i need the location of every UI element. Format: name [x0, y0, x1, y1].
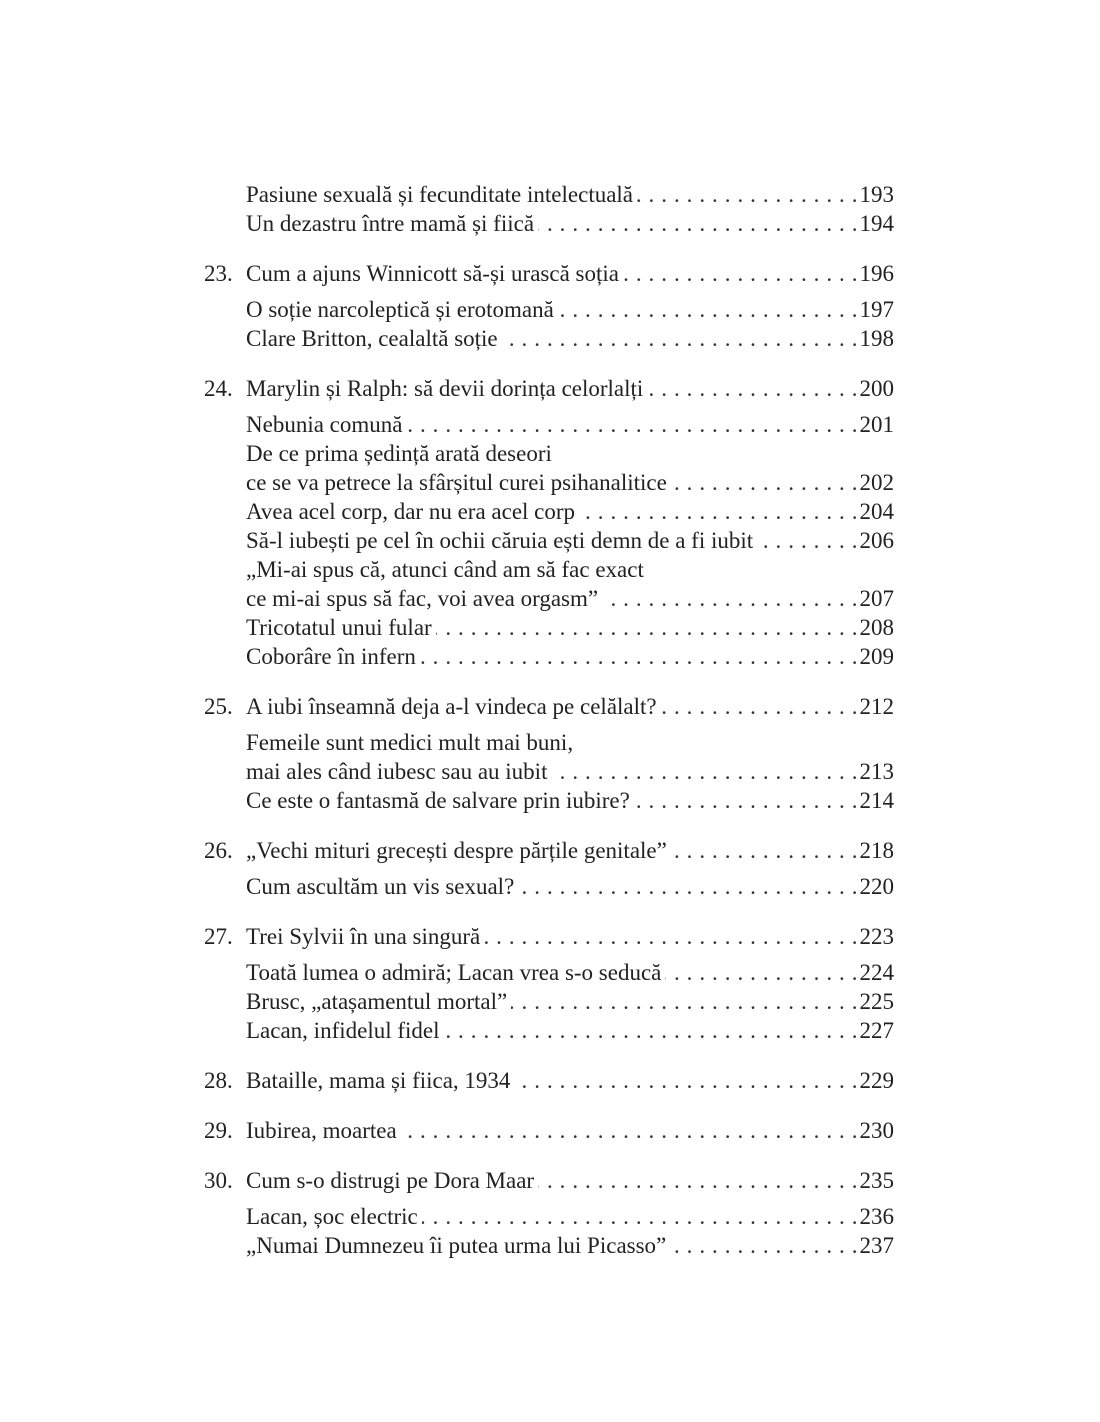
page-number: 206	[859, 528, 894, 553]
entry-title: Cum ascultăm un vis sexual?	[246, 874, 515, 899]
dot-leader	[538, 1166, 857, 1195]
page-number: 236	[859, 1204, 894, 1229]
page-number: 196	[859, 261, 894, 286]
toc-section	[204, 987, 894, 1016]
dot-leader	[623, 259, 858, 288]
page-number: 230	[859, 1118, 894, 1143]
toc-section	[204, 180, 894, 209]
toc-line	[204, 468, 894, 497]
toc-line	[204, 922, 894, 951]
entry-title: ce se va petrece la sfârșitul curei psihanalitice	[246, 470, 667, 495]
page-number: 201	[859, 412, 894, 437]
toc-chapter	[204, 836, 894, 865]
dot-leader	[665, 958, 857, 987]
toc-section	[204, 786, 894, 815]
entry-title: „Vechi mituri grecești despre părțile genitale”	[246, 838, 667, 863]
toc-section	[204, 497, 894, 526]
chapter-number: 27.	[204, 924, 233, 949]
page-number: 237	[859, 1233, 894, 1258]
page-number: 225	[859, 989, 894, 1014]
page-number: 218	[859, 838, 894, 863]
page-number: 224	[859, 960, 894, 985]
entry-title: Lacan, șoc electric	[246, 1204, 418, 1229]
dot-leader	[420, 642, 858, 671]
toc-line	[204, 1016, 894, 1045]
page-number: 204	[859, 499, 894, 524]
entry-title: Coborâre în infern	[246, 644, 416, 669]
entry-title: De ce prima ședință arată deseori	[246, 441, 552, 466]
toc-line	[204, 295, 894, 324]
page-number: 209	[859, 644, 894, 669]
page-number: 202	[859, 470, 894, 495]
page-number: 208	[859, 615, 894, 640]
page-number: 227	[859, 1018, 894, 1043]
toc-chapter	[204, 692, 894, 721]
chapter-number: 23.	[204, 261, 233, 286]
toc-line	[204, 1116, 894, 1145]
dot-leader	[634, 786, 858, 815]
toc-section	[204, 209, 894, 238]
toc-section	[204, 872, 894, 901]
chapter-number: 29.	[204, 1118, 233, 1143]
toc-section	[204, 555, 894, 613]
entry-title: „Numai Dumnezeu îi putea urma lui Picasso”	[246, 1233, 667, 1258]
toc-section	[204, 526, 894, 555]
entry-title: Clare Britton, cealaltă soție	[246, 326, 498, 351]
toc-chapter	[204, 374, 894, 403]
toc-section	[204, 439, 894, 497]
toc-line	[204, 1066, 894, 1095]
entry-title: Lacan, infidelul fidel	[246, 1018, 440, 1043]
dot-leader	[551, 757, 857, 786]
toc-chapter	[204, 1166, 894, 1195]
toc-chapter	[204, 1066, 894, 1095]
page-number: 220	[859, 874, 894, 899]
dot-leader	[661, 692, 858, 721]
page-number: 229	[859, 1068, 894, 1093]
entry-title: Marylin și Ralph: să devii dorința celorlalți	[246, 376, 644, 401]
toc-line	[204, 757, 894, 786]
toc-line	[204, 259, 894, 288]
entry-title: ce mi-ai spus să fac, voi avea orgasm”	[246, 586, 599, 611]
page-number: 193	[859, 182, 894, 207]
toc-line	[204, 374, 894, 403]
toc-line	[204, 497, 894, 526]
entry-title: Brusc, „atașamentul mortal”	[246, 989, 508, 1014]
toc-line	[204, 555, 894, 584]
toc-line	[204, 613, 894, 642]
toc-section	[204, 642, 894, 671]
toc-line	[204, 1166, 894, 1195]
toc-line	[204, 180, 894, 209]
entry-title: Iubirea, moartea	[246, 1118, 397, 1143]
dot-leader	[637, 180, 857, 209]
page-number: 200	[859, 376, 894, 401]
chapter-number: 24.	[204, 376, 233, 401]
toc-line	[204, 642, 894, 671]
toc-section	[204, 324, 894, 353]
dot-leader	[558, 295, 858, 324]
toc-line	[204, 836, 894, 865]
toc-line	[204, 958, 894, 987]
entry-title: Bataille, mama și fiica, 1934	[246, 1068, 511, 1093]
entry-title: Pasiune sexuală și fecunditate intelectuală	[246, 182, 634, 207]
page-number: 223	[859, 924, 894, 949]
dot-leader	[538, 209, 857, 238]
toc-section	[204, 1231, 894, 1260]
entry-title: Toată lumea o admiră; Lacan vrea s-o seducă	[246, 960, 662, 985]
dot-leader	[671, 468, 858, 497]
entry-title: mai ales când iubesc sau au iubit	[246, 759, 548, 784]
chapter-number: 26.	[204, 838, 233, 863]
toc-line	[204, 209, 894, 238]
entry-title: Cum a ajuns Winnicott să-și urască soția	[246, 261, 619, 286]
toc-section	[204, 728, 894, 786]
dot-leader	[401, 1116, 858, 1145]
toc-line	[204, 1231, 894, 1260]
entry-title: Cum s-o distrugi pe Dora Maar	[246, 1168, 535, 1193]
toc-line	[204, 324, 894, 353]
entry-title: Avea acel corp, dar nu era acel corp	[246, 499, 576, 524]
toc-line	[204, 872, 894, 901]
entry-title: Ce este o fantasmă de salvare prin iubire?	[246, 788, 630, 813]
dot-leader	[757, 526, 857, 555]
toc-line	[204, 728, 894, 757]
toc-line	[204, 987, 894, 1016]
page-number: 194	[859, 211, 894, 236]
dot-leader	[444, 1016, 858, 1045]
table-of-contents	[204, 180, 894, 1260]
chapter-number: 25.	[204, 694, 233, 719]
entry-title: Să-l iubești pe cel în ochii căruia ești demn de a fi iubit	[246, 528, 754, 553]
page-number: 235	[859, 1168, 894, 1193]
toc-chapter	[204, 1116, 894, 1145]
entry-title: Un dezastru între mamă și fiică	[246, 211, 535, 236]
dot-leader	[647, 374, 857, 403]
entry-title: Trei Sylvii în una singură	[246, 924, 481, 949]
entry-title: „Mi-ai spus că, atunci când am să fac exact	[246, 557, 644, 582]
dot-leader	[670, 1231, 857, 1260]
toc-line	[204, 439, 894, 468]
entry-title: Tricotatul unui fular	[246, 615, 432, 640]
entry-title: O soție narcoleptică și erotomană	[246, 297, 554, 322]
entry-title: Femeile sunt medici mult mai buni,	[246, 730, 574, 755]
page-number: 213	[859, 759, 894, 784]
toc-section	[204, 410, 894, 439]
entry-title: Nebunia comună	[246, 412, 403, 437]
chapter-number: 30.	[204, 1168, 233, 1193]
dot-leader	[671, 836, 858, 865]
toc-section	[204, 958, 894, 987]
toc-line	[204, 786, 894, 815]
dot-leader	[518, 872, 857, 901]
page-number: 212	[859, 694, 894, 719]
toc-section	[204, 1016, 894, 1045]
toc-chapter	[204, 259, 894, 288]
dot-leader	[406, 410, 857, 439]
toc-line	[204, 692, 894, 721]
dot-leader	[502, 324, 858, 353]
entry-title: A iubi înseamnă deja a-l vindeca pe celălalt?	[246, 694, 657, 719]
toc-line	[204, 410, 894, 439]
page-number: 214	[859, 788, 894, 813]
toc-section	[204, 295, 894, 324]
dot-leader	[422, 1202, 858, 1231]
page-number: 198	[859, 326, 894, 351]
dot-leader	[514, 1066, 857, 1095]
dot-leader	[484, 922, 857, 951]
toc-line	[204, 584, 894, 613]
chapter-number: 28.	[204, 1068, 233, 1093]
dot-leader	[602, 584, 857, 613]
toc-section	[204, 613, 894, 642]
dot-leader	[511, 987, 857, 1016]
dot-leader	[436, 613, 858, 642]
toc-line	[204, 526, 894, 555]
page-number: 197	[859, 297, 894, 322]
page-number: 207	[859, 586, 894, 611]
dot-leader	[579, 497, 857, 526]
toc-section	[204, 1202, 894, 1231]
toc-chapter	[204, 922, 894, 951]
toc-line	[204, 1202, 894, 1231]
